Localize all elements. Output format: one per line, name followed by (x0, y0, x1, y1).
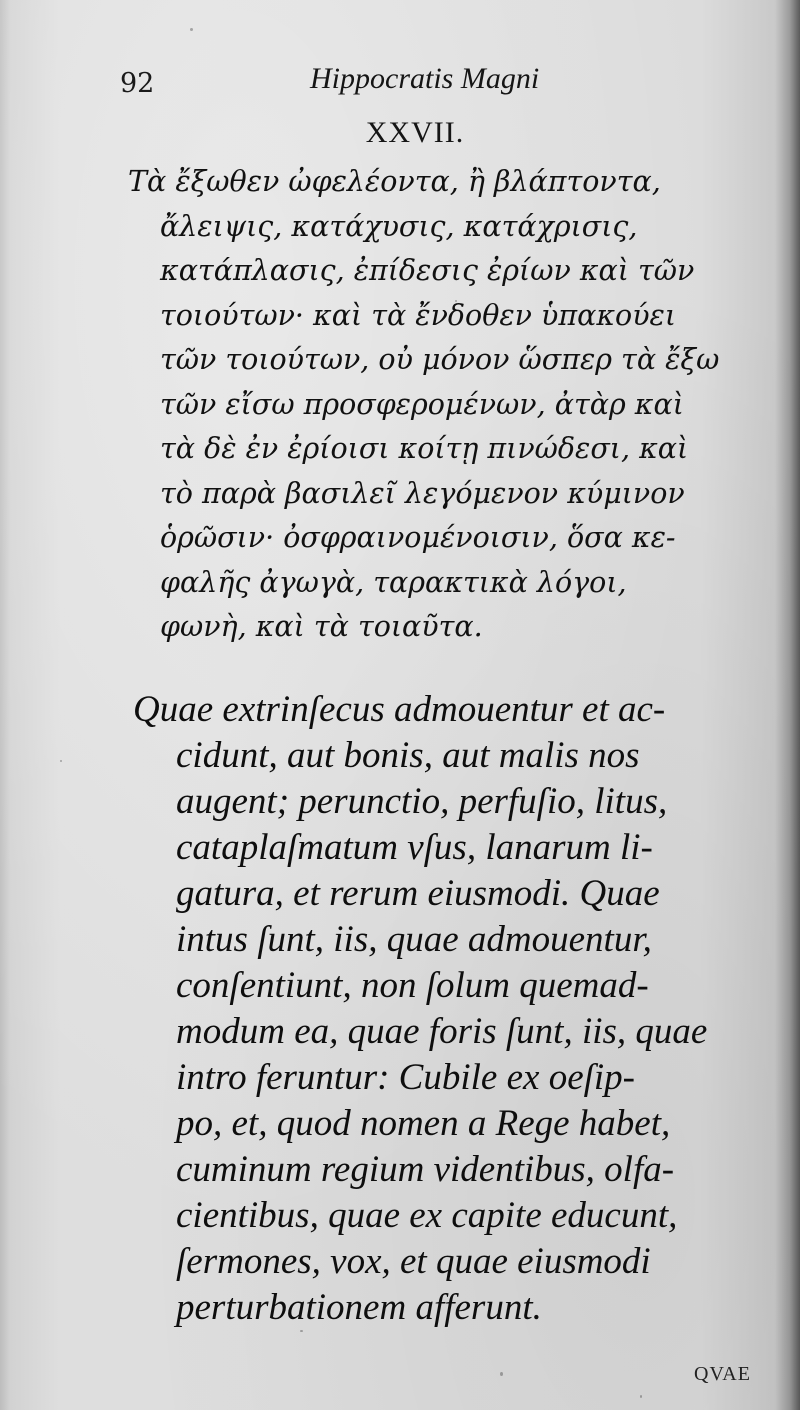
latin-line: po, et, quod nomen a Rege habet, (176, 1103, 671, 1144)
running-title: Hippocratis Magni (310, 62, 540, 95)
greek-line: τῶν τοιούτων, οὐ μόνον ὥσπερ τὰ ἔξω (160, 343, 720, 376)
latin-line: cidunt, aut bonis, aut malis nos (176, 735, 640, 776)
paper-speck (640, 1395, 642, 1398)
page-header (0, 58, 800, 108)
latin-line: augent; perunctio, perfuſio, litus, (176, 781, 668, 822)
paper-speck (500, 1372, 503, 1376)
greek-line: τῶν εἴσω προσφερομένων, ἀτὰρ καὶ (160, 387, 684, 421)
paper-speck (60, 760, 62, 762)
greek-line: τὰ δὲ ἐν ἐρίοισι κοίτῃ πινώδεσι, καὶ (160, 432, 689, 465)
latin-line: perturbationem afferunt. (176, 1287, 542, 1328)
catchword: QVAE (694, 1363, 751, 1385)
latin-line: modum ea, quae foris ſunt, iis, quae (176, 1011, 708, 1052)
paper-speck (300, 1330, 303, 1332)
page-number: 92 (120, 68, 155, 99)
latin-line: Quae extrinſecus admouentur et ac- (133, 689, 666, 730)
greek-line: κατάπλασις, ἐπίδεσις ἐρίων καὶ τῶν (160, 254, 695, 287)
section-number: XXVII. (365, 116, 465, 149)
latin-line: cataplaſmatum vſus, lanarum li- (176, 827, 653, 868)
latin-line: intus ſunt, iis, quae admouentur, (176, 919, 652, 960)
latin-line: intro feruntur: Cubile ex oeſip- (176, 1057, 635, 1098)
greek-line: φαλῆς ἀγωγὰ, ταρακτικὰ λόγοι, (160, 565, 627, 599)
greek-line: Τὰ ἔξωθεν ὠφελέοντα, ἢ βλάπτοντα, (128, 165, 661, 198)
latin-line: cuminum regium videntibus, olfa- (176, 1149, 675, 1190)
paper-speck (190, 28, 193, 31)
greek-line: ἄλειψις, κατάχυσις, κατάχρισις, (160, 209, 638, 243)
greek-line: φωνὴ, καὶ τὰ τοιαῦτα. (160, 610, 483, 643)
latin-line: gatura, et rerum eiusmodi. Quae (176, 873, 660, 914)
latin-line: cientibus, quae ex capite educunt, (176, 1195, 678, 1236)
greek-line: ὁρῶσιν· ὀσφραινομένοισιν, ὅσα κε- (160, 521, 676, 554)
greek-line: τοιούτων· καὶ τὰ ἔνδοθεν ὑπακούει (160, 298, 676, 332)
latin-line: ſermones, vox, et quae eiusmodi (176, 1241, 651, 1282)
latin-line: conſentiunt, non ſolum quemad- (176, 965, 649, 1006)
greek-line: τὸ παρὰ βασιλεῖ λεγόμενον κύμινον (160, 476, 685, 510)
